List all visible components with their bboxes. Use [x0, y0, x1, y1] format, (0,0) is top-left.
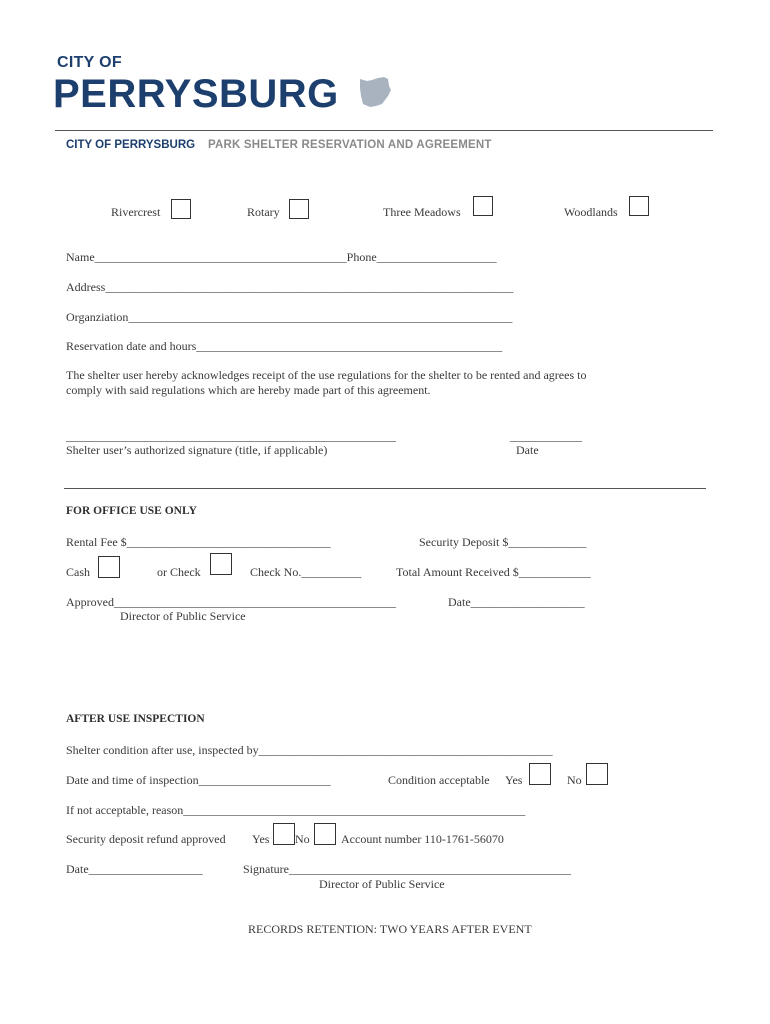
- office-divider: [64, 488, 706, 489]
- condition-yes-label: Yes: [505, 773, 523, 787]
- inspected-by-field[interactable]: Shelter condition after use, inspected by_________________________________________________: [66, 743, 553, 757]
- refund-yes-checkbox[interactable]: [273, 823, 295, 845]
- name-phone-field[interactable]: Name__________________________________________Phone____________________: [66, 250, 497, 264]
- logo-perrysburg: PERRYSBURG: [53, 72, 339, 116]
- form-title: PARK SHELTER RESERVATION AND AGREEMENT: [208, 139, 492, 151]
- signature-line[interactable]: _______________________________________________________: [66, 429, 396, 443]
- approved-date-field[interactable]: Date___________________: [448, 595, 585, 609]
- logo-city-of: CITY OF: [57, 54, 122, 71]
- inspection-heading: AFTER USE INSPECTION: [66, 713, 205, 725]
- cash-checkbox[interactable]: [98, 556, 120, 578]
- refund-signature-field[interactable]: Signature_______________________________________________: [243, 862, 571, 876]
- account-number: Account number 110-1761-56070: [341, 832, 504, 846]
- security-deposit-field[interactable]: Security Deposit $_____________: [419, 535, 587, 549]
- condition-acceptable-label: Condition acceptable: [388, 773, 490, 787]
- office-use-heading: FOR OFFICE USE ONLY: [66, 505, 197, 517]
- check-number-field[interactable]: Check No.__________: [250, 565, 362, 579]
- condition-no-checkbox[interactable]: [586, 763, 608, 785]
- shelter-rivercrest-checkbox[interactable]: [171, 199, 191, 219]
- inspection-datetime-field[interactable]: Date and time of inspection______________________: [66, 773, 331, 787]
- shelter-option-woodlands-label: Woodlands: [564, 205, 618, 219]
- approved-director-label: Director of Public Service: [120, 609, 246, 623]
- approved-field[interactable]: Approved_______________________________________________: [66, 595, 396, 609]
- records-retention: RECORDS RETENTION: TWO YEARS AFTER EVENT: [248, 922, 532, 936]
- refund-no-checkbox[interactable]: [314, 823, 336, 845]
- acknowledgment-line-1: The shelter user hereby acknowledges receipt of the use regulations for the shelter to be rented and agrees to: [66, 368, 587, 382]
- refund-no-label: No: [295, 832, 310, 846]
- condition-no-label: No: [567, 773, 582, 787]
- rental-fee-field[interactable]: Rental Fee $__________________________________: [66, 535, 331, 549]
- shelter-option-three-meadows-label: Three Meadows: [383, 205, 461, 219]
- not-acceptable-reason-field[interactable]: If not acceptable, reason_________________________________________________________: [66, 803, 526, 817]
- condition-yes-checkbox[interactable]: [529, 763, 551, 785]
- shelter-woodlands-checkbox[interactable]: [629, 196, 649, 216]
- acknowledgment-line-2: comply with said regulations which are hereby made part of this agreement.: [66, 383, 431, 397]
- cash-label: Cash: [66, 565, 90, 579]
- shelter-option-rivercrest-label: Rivercrest: [111, 205, 161, 219]
- signature-date-label: Date: [516, 443, 539, 457]
- total-received-field[interactable]: Total Amount Received $____________: [396, 565, 591, 579]
- refund-director-label: Director of Public Service: [319, 877, 445, 891]
- reservation-date-field[interactable]: Reservation date and hours___________________________________________________: [66, 339, 503, 353]
- check-checkbox[interactable]: [210, 553, 232, 575]
- address-field[interactable]: Address____________________________________________________________________: [66, 280, 514, 294]
- signature-label: Shelter user’s authorized signature (title, if applicable): [66, 443, 328, 457]
- ohio-state-icon: [358, 76, 394, 110]
- shelter-option-rotary-label: Rotary: [247, 205, 280, 219]
- check-label: or Check: [157, 565, 201, 579]
- header-org: CITY OF PERRYSBURG: [66, 139, 196, 151]
- shelter-rotary-checkbox[interactable]: [289, 199, 309, 219]
- organization-field[interactable]: Organziation________________________________________________________________: [66, 310, 513, 324]
- refund-approved-label: Security deposit refund approved: [66, 832, 226, 846]
- signature-date-line[interactable]: ____________: [510, 429, 582, 443]
- refund-date-field[interactable]: Date___________________: [66, 862, 203, 876]
- shelter-three-meadows-checkbox[interactable]: [473, 196, 493, 216]
- refund-yes-label: Yes: [252, 832, 270, 846]
- header-rule: [55, 130, 713, 131]
